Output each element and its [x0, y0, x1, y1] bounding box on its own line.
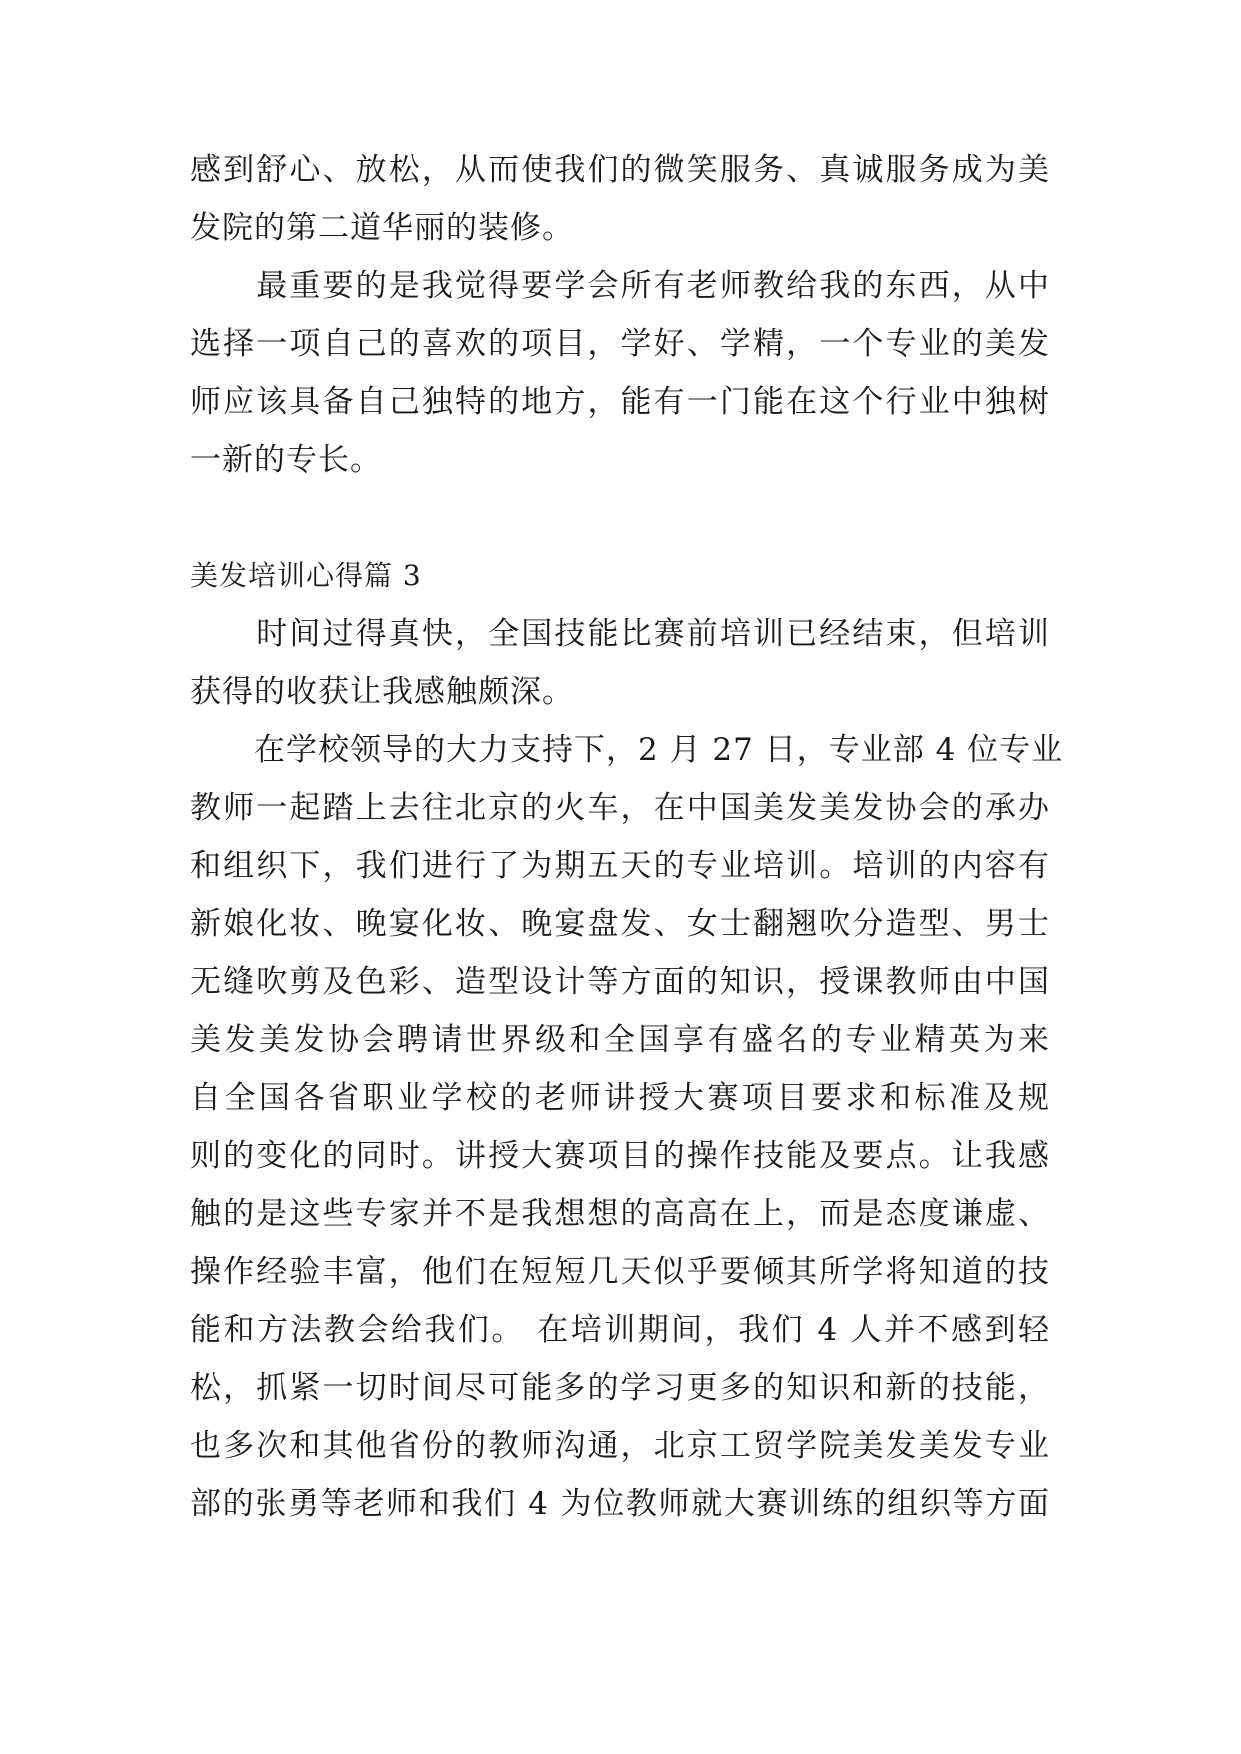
- text-line: 无缝吹剪及色彩、造型设计等方面的知识，授课教师由中国: [190, 964, 1050, 1000]
- text-line: 师应该具备自己独特的地方，能有一门能在这个行业中独树: [190, 384, 1050, 420]
- text-line: 在学校领导的大力支持下，2 月 27 日，专业部 4 位专业: [190, 732, 1064, 768]
- text-line: 感到舒心、放松，从而使我们的微笑服务、真诚服务成为美: [190, 152, 1050, 188]
- text-line: 获得的收获让我感触颇深。: [190, 674, 574, 710]
- text-line: 发院的第二道华丽的装修。: [190, 210, 574, 246]
- text-line: 最重要的是我觉得要学会所有老师教给我的东西，从中: [190, 268, 1050, 304]
- text-line: 触的是这些专家并不是我想想的高高在上，而是态度谦虚、: [190, 1196, 1050, 1232]
- text-line: 新娘化妆、晚宴化妆、晚宴盘发、女士翻翘吹分造型、男士: [190, 906, 1050, 942]
- text-line: 松，抓紧一切时间尽可能多的学习更多的知识和新的技能，: [190, 1370, 1050, 1406]
- text-line: 教师一起踏上去往北京的火车，在中国美发美发协会的承办: [190, 790, 1050, 826]
- section-heading: 美发培训心得篇 3: [190, 559, 422, 592]
- text-line: 和组织下，我们进行了为期五天的专业培训。培训的内容有: [190, 848, 1050, 884]
- text-line: 操作经验丰富，他们在短短几天似乎要倾其所学将知道的技: [190, 1254, 1050, 1290]
- text-line: 部的张勇等老师和我们 4 为位教师就大赛训练的组织等方面: [190, 1486, 1050, 1522]
- text-line: 美发美发协会聘请世界级和全国享有盛名的专业精英为来: [190, 1022, 1050, 1058]
- text-line: 也多次和其他省份的教师沟通，北京工贸学院美发美发专业: [190, 1428, 1050, 1464]
- text-line: 则的变化的同时。讲授大赛项目的操作技能及要点。让我感: [190, 1138, 1050, 1174]
- text-line: 选择一项自己的喜欢的项目，学好、学精，一个专业的美发: [190, 326, 1050, 362]
- text-line: 时间过得真快，全国技能比赛前培训已经结束，但培训: [190, 616, 1050, 652]
- text-line: 能和方法教会给我们。 在培训期间，我们 4 人并不感到轻: [190, 1312, 1050, 1348]
- text-line: 自全国各省职业学校的老师讲授大赛项目要求和标准及规: [190, 1080, 1050, 1116]
- text-line: 一新的专长。: [190, 442, 382, 478]
